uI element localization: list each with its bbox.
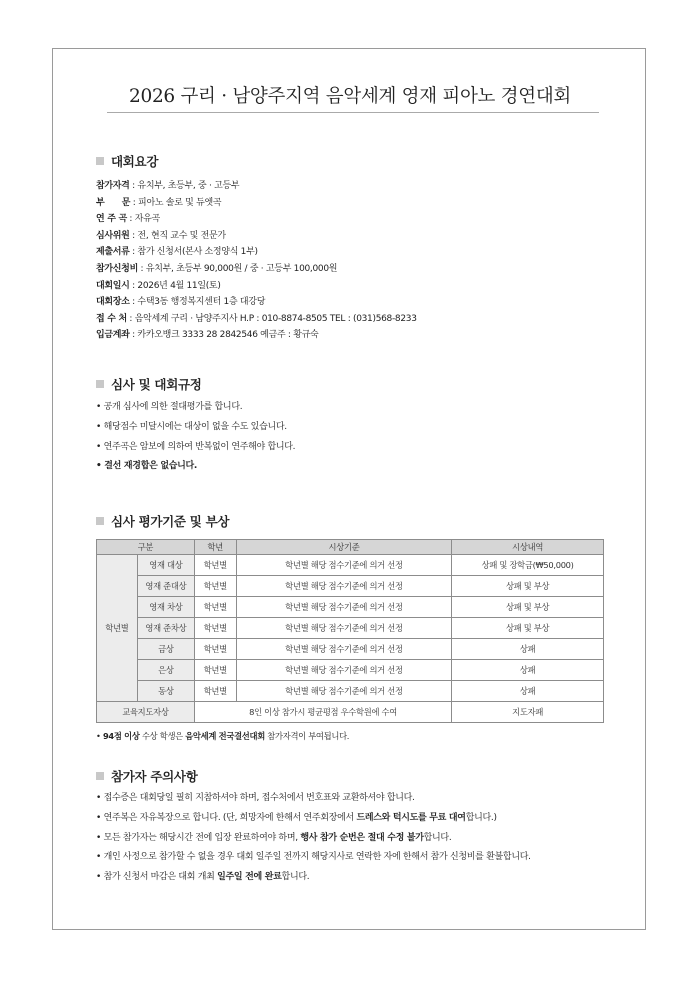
basis-cell: 학년별 해당 점수기준에 의거 선정 [236, 639, 452, 660]
prize-cell: 상패 [452, 639, 604, 660]
notice-text: 합니다. [281, 872, 310, 883]
info-row [96, 294, 417, 311]
award-table [96, 539, 604, 723]
note-bullet: • [96, 731, 103, 741]
info-key: 접 수 처 [96, 313, 127, 324]
basis-cell: 학년별 해당 점수기준에 의거 선정 [236, 597, 452, 618]
rank-cell: 영재 차상 [137, 597, 194, 618]
header-grade: 학년 [194, 540, 236, 555]
info-row [96, 178, 417, 195]
info-value: : 참가 신청서(본사 소정양식 1부) [129, 247, 258, 258]
table-row-edu [97, 702, 604, 723]
rule-item: • 해당점수 미달시에는 대상이 없을 수도 있습니다. [96, 421, 287, 432]
notice-bold: 드레스와 턱시도를 무료 대여 [356, 812, 466, 823]
edu-label-cell: 교육지도자상 [97, 702, 195, 723]
prize-cell: 상패 및 부상 [452, 576, 604, 597]
edu-basis-cell: 8인 이상 참가시 평균평점 우수학원에 수여 [194, 702, 451, 723]
rank-cell: 영재 준차상 [137, 618, 194, 639]
group-cell: 학년별 [97, 555, 138, 702]
info-value: : 카카오뱅크 3333 28 2842546 예금주 : 황규숙 [129, 330, 319, 341]
note-bold: 음악세계 전국결선대회 [185, 731, 265, 741]
rule-item: • 연주곡은 암보에 의하여 반복없이 연주해야 합니다. [96, 441, 296, 452]
notice-item [96, 829, 531, 849]
table-row [97, 660, 604, 681]
grade-cell: 학년별 [194, 618, 236, 639]
basis-cell: 학년별 해당 점수기준에 의거 선정 [236, 681, 452, 702]
square-bullet-icon [96, 517, 104, 525]
info-key: 대회일시 [96, 280, 130, 291]
prize-cell: 상패 및 부상 [452, 618, 604, 639]
document-title: 2026 구리 · 남양주지역 음악세계 영재 피아노 경연대회 [129, 86, 571, 107]
overview-list [96, 178, 417, 344]
document-frame [52, 48, 646, 930]
info-value: : 자유곡 [126, 214, 160, 225]
title-divider [107, 112, 599, 113]
finals-note [96, 730, 349, 742]
info-key: 제출서류 [96, 247, 130, 258]
info-key: 참가자격 [96, 181, 130, 191]
table-row [97, 576, 604, 597]
header-basis: 시상기준 [236, 540, 452, 555]
basis-cell: 학년별 해당 점수기준에 의거 선정 [236, 660, 452, 681]
notice-list [96, 789, 531, 888]
info-key: 입금계좌 [96, 330, 130, 341]
prize-cell: 상패 및 부상 [452, 597, 604, 618]
grade-cell: 학년별 [194, 639, 236, 660]
section-heading-notice [96, 767, 197, 785]
rank-cell: 은상 [137, 660, 194, 681]
note-text: 참가자격이 부여됩니다. [264, 731, 350, 741]
square-bullet-icon [96, 380, 104, 388]
info-key: 대회장소 [96, 297, 130, 308]
info-row [96, 278, 417, 295]
rank-cell: 영재 준대상 [137, 576, 194, 597]
edu-prize-cell: 지도자패 [452, 702, 604, 723]
rank-cell: 영재 대상 [137, 555, 194, 576]
notice-bold: 행사 참가 순번은 절대 수정 불가 [300, 832, 424, 843]
info-row [96, 228, 417, 245]
section-title: 참가자 주의사항 [111, 769, 198, 784]
info-row [96, 261, 417, 278]
section-title: 대회요강 [111, 154, 159, 169]
notice-item [96, 868, 531, 888]
notice-text: • 모든 참가자는 해당시간 전에 입장 완료하여야 하며, [96, 832, 301, 843]
info-key: 참가신청비 [96, 263, 138, 274]
info-value: : 음악세계 구리 · 남양주지사 H.P : 010-8874-8505 TEL : (031)568-8233 [126, 313, 417, 324]
info-value: : 유치부, 초등부, 중 · 고등부 [129, 181, 240, 191]
notice-item [96, 809, 531, 829]
notice-item: • 접수증은 대회당일 필히 지참하셔야 하며, 접수처에서 번호표와 교환하셔야 합니다. [96, 793, 415, 803]
grade-cell: 학년별 [194, 555, 236, 576]
notice-item: • 개인 사정으로 참가할 수 없을 경우 대회 일주일 전까지 해당지사로 연락한 자에 한해서 참가 신청비를 환불합니다. [96, 852, 531, 863]
section-title: 심사 및 대회규정 [111, 377, 202, 392]
rule-item: • 결선 재경합은 없습니다. [96, 461, 198, 472]
info-value: : 2026년 4월 11일(토) [129, 280, 221, 291]
table-row [97, 639, 604, 660]
prize-cell: 상패 [452, 681, 604, 702]
notice-text: 합니다.) [465, 812, 497, 823]
grade-cell: 학년별 [194, 681, 236, 702]
note-text: 수상 학생은 [139, 731, 186, 741]
section-heading-criteria [96, 512, 229, 530]
table-row [97, 555, 604, 576]
rule-item: • 공개 심사에 의한 절대평가를 합니다. [96, 402, 243, 412]
info-key: 심사위원 [96, 230, 130, 241]
basis-cell: 학년별 해당 점수기준에 의거 선정 [236, 555, 452, 576]
grade-cell: 학년별 [194, 576, 236, 597]
basis-cell: 학년별 해당 점수기준에 의거 선정 [236, 576, 452, 597]
table-row [97, 618, 604, 639]
info-value: : 전, 현직 교수 및 전문가 [129, 230, 226, 241]
info-value: : 피아노 솔로 및 듀엣곡 [130, 197, 222, 208]
rules-list [96, 398, 295, 477]
info-value: : 수택3동 행정복지센터 1층 대강당 [129, 297, 266, 308]
header-category: 구분 [97, 540, 195, 555]
square-bullet-icon [96, 772, 104, 780]
notice-text: • 연주복은 자유복장으로 합니다. (단, 희망자에 한해서 연주회장에서 [96, 812, 357, 823]
info-row [96, 311, 417, 328]
square-bullet-icon [96, 157, 104, 165]
notice-text: 합니다. [423, 832, 452, 843]
info-key: 부 문 [96, 197, 131, 208]
info-row [96, 327, 417, 344]
notice-text: • 참가 신청서 마감은 대회 개최 [96, 872, 218, 883]
note-bold: 94점 이상 [102, 731, 140, 741]
info-key: 연 주 곡 [96, 214, 127, 225]
prize-cell: 상패 [452, 660, 604, 681]
grade-cell: 학년별 [194, 597, 236, 618]
info-value: : 유치부, 초등부 90,000원 / 중 · 고등부 100,000원 [137, 263, 338, 274]
prize-cell: 상패 및 장학금(₩50,000) [452, 555, 604, 576]
info-row [96, 195, 417, 212]
section-title: 심사 평가기준 및 부상 [111, 514, 230, 529]
notice-bold: 일주일 전에 완료 [217, 872, 282, 883]
table-row [97, 597, 604, 618]
info-row [96, 244, 417, 261]
grade-cell: 학년별 [194, 660, 236, 681]
table-header-row [97, 540, 604, 555]
section-heading-overview [96, 152, 158, 170]
section-heading-rules [96, 375, 202, 393]
info-row [96, 211, 417, 228]
header-prize: 시상내역 [452, 540, 604, 555]
basis-cell: 학년별 해당 점수기준에 의거 선정 [236, 618, 452, 639]
table-row [97, 681, 604, 702]
rank-cell: 동상 [137, 681, 194, 702]
rank-cell: 금상 [137, 639, 194, 660]
